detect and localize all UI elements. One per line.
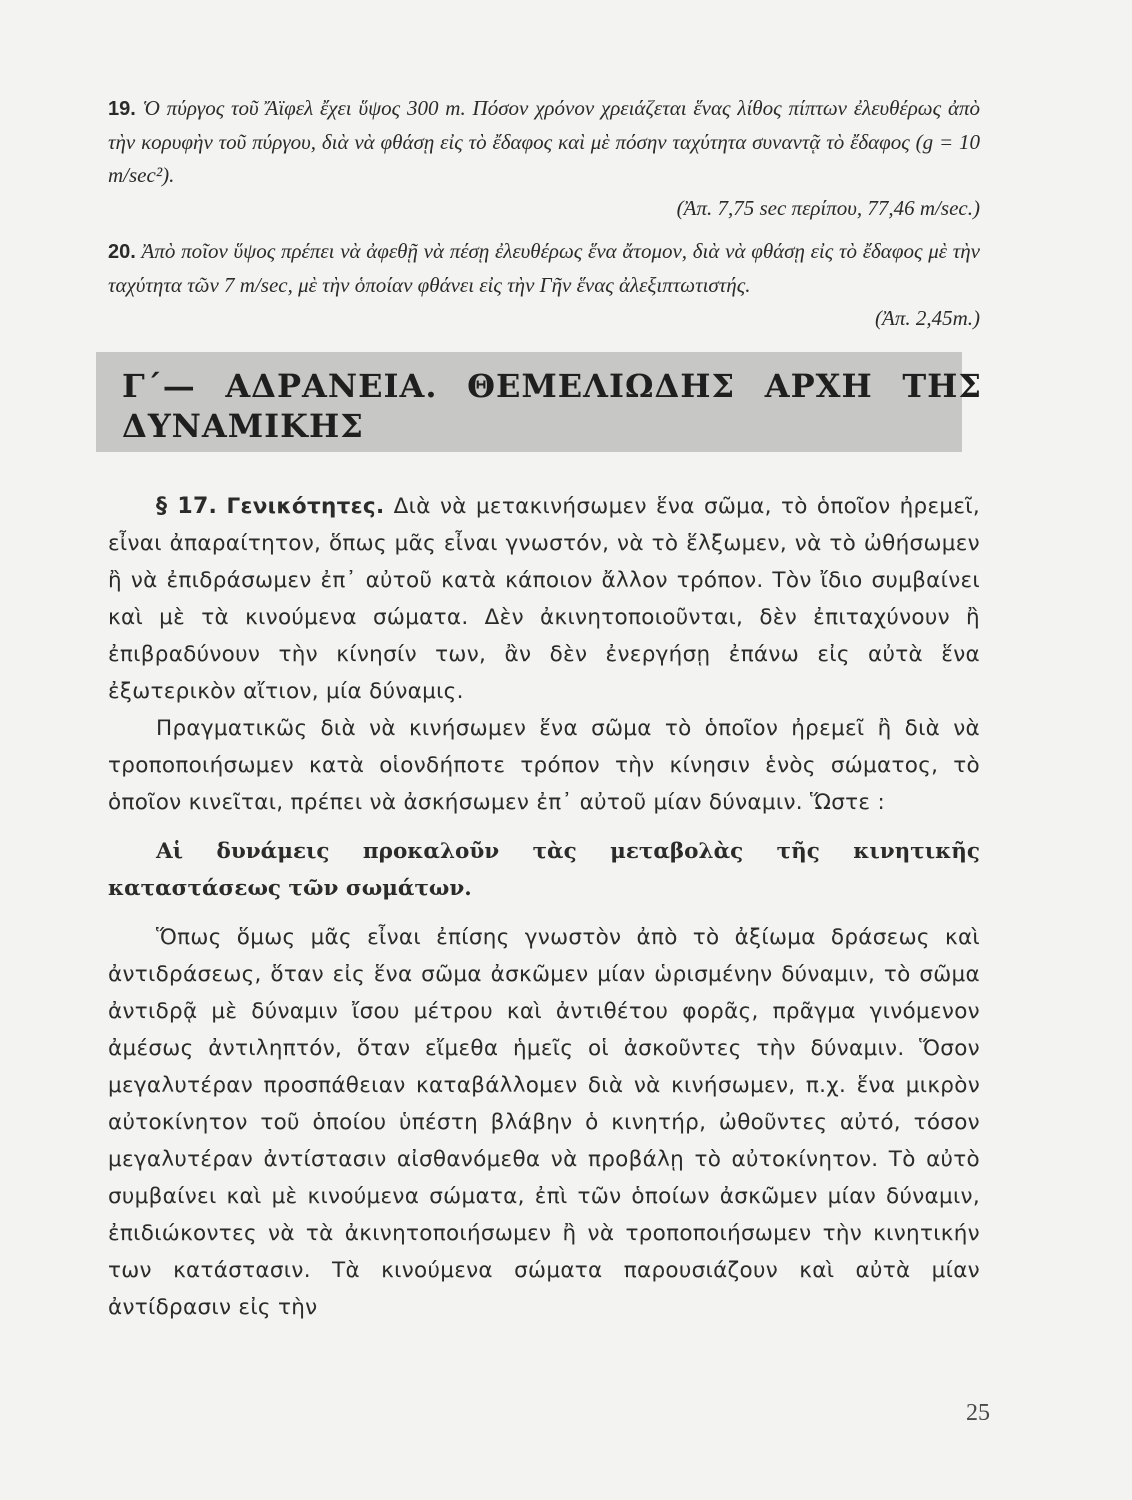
chapter-title: Γ΄— ΑΔΡΑΝΕΙΑ. ΘΕΜΕΛΙΩΔΗΣ ΑΡΧΗ ΤΗΣ ΔΥΝΑΜΙΚΗΣ xyxy=(122,367,982,445)
exercise-number: 20. xyxy=(108,241,136,263)
exercise-text: Ἀπὸ ποῖον ὕψος πρέπει νὰ ἀφεθῇ νὰ πέσῃ ἐλευθέρως ἕνα ἄτομον, διὰ νὰ φθάσῃ εἰς τὸ ἔδαφος μὲ τὴν ταχύτητα τῶν 7 m/sec, μὲ τὴν ὁποίαν φθάνει εἰς τὴν Γῆν ἕνας ἀλεξιπτωτιστής. xyxy=(108,239,980,297)
section-paragraph-1 xyxy=(108,488,980,710)
exercise-list xyxy=(108,92,980,335)
section-paragraph-2: Πραγματικῶς διὰ νὰ κινήσωμεν ἕνα σῶμα τὸ ὁποῖον ἠρεμεῖ ἢ διὰ νὰ τροποποιήσωμεν κατὰ οἱονδήποτε τρόπον τὴν κίνησιν ἑνὸς σώματος, τὸ ὁποῖον κινεῖται, πρέπει νὰ ἀσκήσωμεν ἐπ᾿ αὐτοῦ μίαν δύναμιν. Ὥστε : xyxy=(108,716,980,815)
paragraph-text: Διὰ νὰ μετακινήσωμεν ἕνα σῶμα, τὸ ὁποῖον ἠρεμεῖ, εἶναι ἀπαραίτητον, ὅπως μᾶς εἶναι γνωστόν, νὰ τὸ ἕλξωμεν, νὰ τὸ ὠθήσωμεν ἢ νὰ ἐπιδράσωμεν ἐπ᾿ αὐτοῦ κατὰ κάποιον ἄλλον τρόπον. Τὸν ἴδιο συμβαίνει καὶ μὲ τὰ κινούμενα σώματα. Δὲν ἀκινητοποιοῦνται, δὲν ἐπιταχύνουν ἢ ἐπιβραδύνουν τὴν κίνησίν των, ἂν δὲν ἐνεργήσῃ ἐπάνω εἰς αὐτὰ ἕνα ἐξωτερικὸν αἴτιον, μία δύναμις. xyxy=(108,494,981,704)
section-17 xyxy=(108,488,980,1326)
exercise-text: Ὁ πύργος τοῦ Ἄϊφελ ἔχει ὕψος 300 m. Πόσον χρόνον χρειάζεται ἕνας λίθος πίπτων ἐλευθέρως ἀπὸ τὴν κορυφὴν τοῦ πύργου, διὰ νὰ φθάσῃ εἰς τὸ ἔδαφος καὶ μὲ πόσην ταχύτητα συναντᾷ τὸ ἔδαφος (g = 10 m/sec²). xyxy=(108,96,980,187)
section-number: § 17. xyxy=(156,494,218,519)
section-heading: Γενικότητες. xyxy=(226,494,385,519)
exercise-19 xyxy=(108,92,980,225)
exercise-answer: (Ἀπ. 2,45m.) xyxy=(875,306,980,330)
page-number: 25 xyxy=(966,1400,990,1426)
exercise-number: 19. xyxy=(108,98,136,120)
exercise-20 xyxy=(108,235,980,335)
section-paragraph-3: Ὅπως ὅμως μᾶς εἶναι ἐπίσης γνωστὸν ἀπὸ τὸ ἀξίωμα δράσεως καὶ ἀντιδράσεως, ὅταν εἰς ἕνα σῶμα ἀσκῶμεν μίαν ὡρισμένην δύναμιν, τὸ σῶμα ἀντιδρᾷ μὲ δύναμιν ἴσου μέτρου καὶ ἀντιθέτου φορᾶς, πρᾶγμα γινόμενον ἀμέσως ἀντιληπτόν, ὅταν εἴμεθα ἡμεῖς οἱ ἀσκοῦντες τὴν δύναμιν. Ὅσον μεγαλυτέραν προσπάθειαν καταβάλλομεν διὰ νὰ κινήσωμεν, π.χ. ἕνα μικρὸν αὐτοκίνητον τοῦ ὁποίου ὑπέστη βλάβην ὁ κινητήρ, ὠθοῦντες αὐτό, τόσον μεγαλυτέραν ἀντίστασιν αἰσθανόμεθα νὰ προβάλῃ τὸ αὐτοκίνητον. Τὸ αὐτὸ συμβαίνει καὶ μὲ κινούμενα σώματα, ἐπὶ τῶν ὁποίων ἀσκῶμεν μίαν δύναμιν, ἐπιδιώκοντες νὰ τὰ ἀκινητοποιήσωμεν ἢ νὰ τροποποιήσωμεν τὴν κινητικήν των κατάστασιν. Τὰ κινούμενα σώματα παρουσιάζουν καὶ αὐτὰ μίαν ἀντίδρασιν εἰς τὴν xyxy=(108,925,980,1320)
principle-statement: Αἱ δυνάμεις προκαλοῦν τὰς μεταβολὰς τῆς κινητικῆς καταστάσεως τῶν σωμάτων. xyxy=(108,839,980,901)
exercise-answer: (Ἀπ. 7,75 sec περίπου, 77,46 m/sec.) xyxy=(676,196,980,220)
